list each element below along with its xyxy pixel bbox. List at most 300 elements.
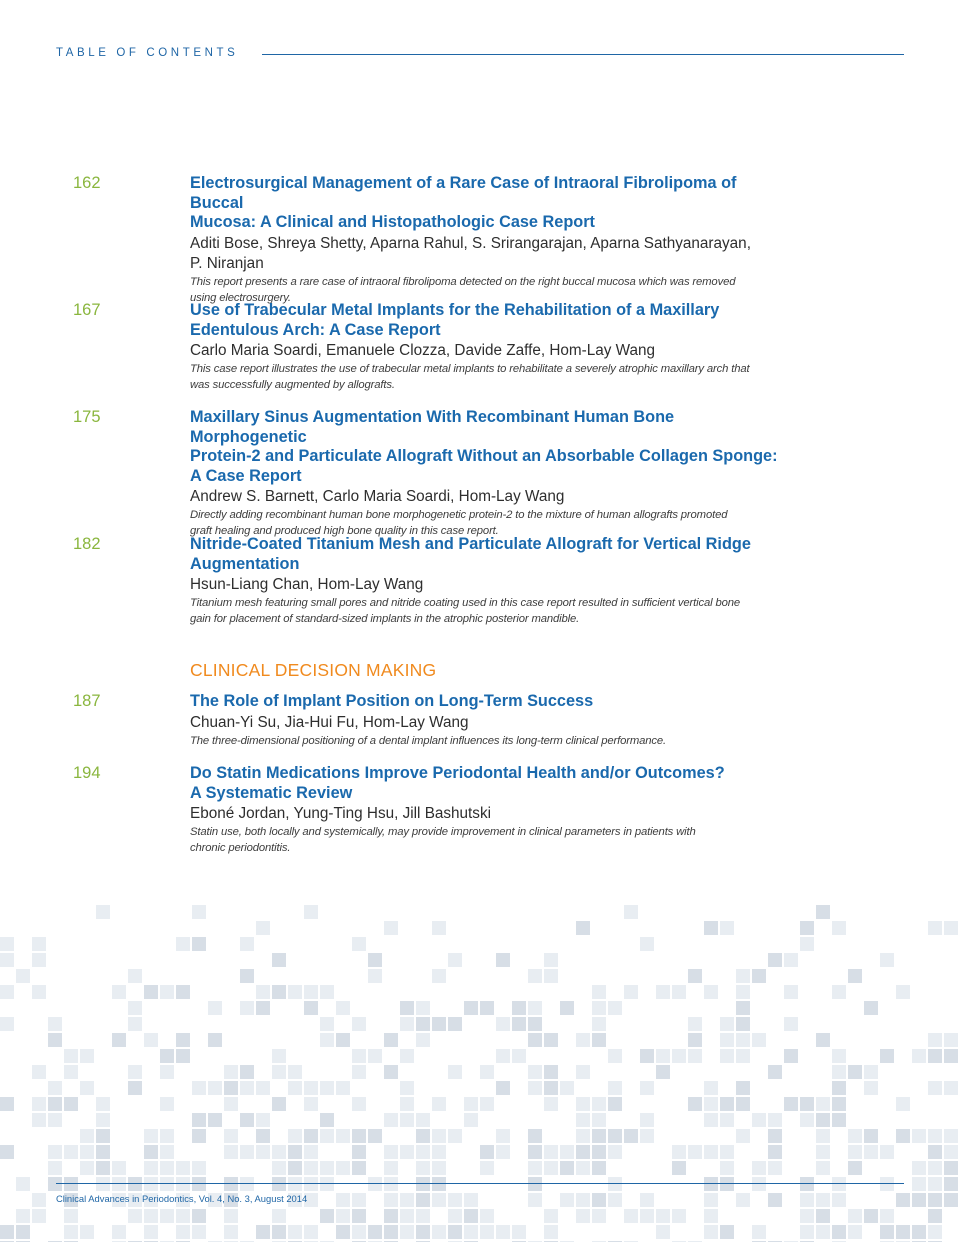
mosaic-tile <box>880 1049 894 1063</box>
mosaic-tile <box>96 1113 110 1127</box>
mosaic-tile <box>432 1193 446 1207</box>
mosaic-tile <box>736 1081 750 1095</box>
mosaic-tile <box>864 1001 878 1015</box>
mosaic-tile <box>640 937 654 951</box>
mosaic-tile <box>608 1097 622 1111</box>
mosaic-tile <box>144 985 158 999</box>
mosaic-tile <box>496 1081 510 1095</box>
mosaic-tile <box>384 1161 398 1175</box>
authors-line: Chuan-Yi Su, Jia-Hui Fu, Hom-Lay Wang <box>190 713 469 731</box>
mosaic-tile <box>448 1225 462 1239</box>
mosaic-tile <box>688 969 702 983</box>
article-title-line: Edentulous Arch: A Case Report <box>190 320 441 339</box>
mosaic-tile <box>832 1225 846 1239</box>
mosaic-tile <box>240 1145 254 1159</box>
summary-line: graft healing and produced high bone quality in this case report. <box>190 525 499 537</box>
mosaic-tile <box>656 1049 670 1063</box>
mosaic-tile <box>752 1161 766 1175</box>
mosaic-tile <box>576 921 590 935</box>
mosaic-tile <box>928 1177 942 1191</box>
mosaic-tile <box>64 1097 78 1111</box>
mosaic-tile <box>336 1033 350 1047</box>
mosaic-tile <box>624 905 638 919</box>
summary-line: chronic periodontitis. <box>190 842 291 854</box>
mosaic-tile <box>672 1049 686 1063</box>
mosaic-tile <box>48 1177 62 1191</box>
mosaic-tile <box>240 937 254 951</box>
mosaic-tile <box>416 1145 430 1159</box>
article-title-line: Nitride-Coated Titanium Mesh and Particulate Allograft for Vertical Ridge <box>190 535 751 553</box>
mosaic-tile <box>496 1225 510 1239</box>
authors-line: Hsun-Liang Chan, Hom-Lay Wang <box>190 576 424 593</box>
mosaic-tile <box>624 985 638 999</box>
mosaic-tile <box>336 1001 350 1015</box>
summary-line: Titanium mesh featuring small pores and nitride coating used in this case report resulted in sufficient vertical bone <box>190 597 740 609</box>
mosaic-tile <box>384 1209 398 1223</box>
mosaic-tile <box>480 1145 494 1159</box>
mosaic-tile <box>864 1081 878 1095</box>
mosaic-tile <box>368 1049 382 1063</box>
mosaic-tile <box>64 1145 78 1159</box>
mosaic-tile <box>944 1145 958 1159</box>
mosaic-tile <box>288 1225 302 1239</box>
mosaic-tile <box>352 1193 366 1207</box>
article-summary <box>190 733 790 749</box>
mosaic-tile <box>816 1097 830 1111</box>
mosaic-tile <box>304 905 318 919</box>
mosaic-tile <box>720 1033 734 1047</box>
mosaic-tile <box>432 1017 446 1031</box>
mosaic-tile <box>112 985 126 999</box>
mosaic-tile <box>96 1145 110 1159</box>
mosaic-tile <box>416 1129 430 1143</box>
mosaic-tile <box>688 1049 702 1063</box>
mosaic-tile <box>160 1177 174 1191</box>
mosaic-tile <box>464 1113 478 1127</box>
mosaic-tile <box>704 1225 718 1239</box>
mosaic-tile <box>128 1065 142 1079</box>
mosaic-tile <box>160 1145 174 1159</box>
mosaic-tile <box>608 1049 622 1063</box>
mosaic-tile <box>640 1049 654 1063</box>
mosaic-tile <box>64 1049 78 1063</box>
mosaic-tile <box>224 1065 238 1079</box>
mosaic-tile <box>192 1209 206 1223</box>
mosaic-tile <box>800 1193 814 1207</box>
mosaic-tile <box>848 1129 862 1143</box>
summary-line: This case report illustrates the use of trabecular metal implants to rehabilitate a severely atrophic maxillary arch that <box>190 363 750 375</box>
mosaic-tile <box>48 1161 62 1175</box>
mosaic-tile <box>672 1209 686 1223</box>
mosaic-tile <box>368 1225 382 1239</box>
mosaic-tile <box>32 1113 46 1127</box>
article-title[interactable] <box>190 174 790 233</box>
mosaic-tile <box>176 1225 190 1239</box>
page-number: 175 <box>73 408 101 426</box>
mosaic-tile <box>704 1209 718 1223</box>
mosaic-tile <box>928 1049 942 1063</box>
mosaic-tile <box>416 1209 430 1223</box>
mosaic-tile <box>608 1193 622 1207</box>
mosaic-tile <box>96 1097 110 1111</box>
mosaic-tile <box>32 1065 46 1079</box>
article-authors <box>190 341 790 361</box>
entry-body <box>190 408 790 539</box>
mosaic-tile <box>16 1209 30 1223</box>
mosaic-tile <box>208 1081 222 1095</box>
mosaic-tile <box>752 1113 766 1127</box>
mosaic-tile <box>160 1049 174 1063</box>
mosaic-tile <box>304 1177 318 1191</box>
mosaic-tile <box>16 1177 30 1191</box>
mosaic-tile <box>272 953 286 967</box>
mosaic-tile <box>576 1113 590 1127</box>
mosaic-tile <box>464 1225 478 1239</box>
article-title-line: A Systematic Review <box>190 783 353 802</box>
mosaic-tile <box>304 985 318 999</box>
mosaic-tile <box>384 1225 398 1239</box>
mosaic-tile <box>880 1209 894 1223</box>
mosaic-tile <box>608 1001 622 1015</box>
mosaic-tile <box>448 1065 462 1079</box>
mosaic-tile <box>800 1113 814 1127</box>
mosaic-tile <box>576 1145 590 1159</box>
mosaic-tile <box>160 985 174 999</box>
mosaic-tile <box>864 1209 878 1223</box>
article-title[interactable] <box>190 301 790 340</box>
mosaic-tile <box>256 1225 270 1239</box>
header-rule <box>262 54 904 55</box>
mosaic-tile <box>592 1161 606 1175</box>
mosaic-tile <box>224 1225 238 1239</box>
article-authors <box>190 713 790 733</box>
article-title[interactable] <box>190 535 790 574</box>
mosaic-tile <box>320 1017 334 1031</box>
authors-line: Eboné Jordan, Yung-Ting Hsu, Jill Bashutski <box>190 805 492 822</box>
mosaic-tile <box>688 1145 702 1159</box>
mosaic-tile <box>128 969 142 983</box>
article-title-line: Augmentation <box>190 554 300 573</box>
mosaic-tile <box>800 937 814 951</box>
mosaic-tile <box>448 1017 462 1031</box>
mosaic-tile <box>240 1113 254 1127</box>
article-title-line: Mucosa: A Clinical and Histopathologic Case Report <box>190 213 595 231</box>
mosaic-tile <box>816 1113 830 1127</box>
mosaic-tile <box>320 1033 334 1047</box>
mosaic-tile <box>304 1225 318 1239</box>
mosaic-tile <box>688 1097 702 1111</box>
mosaic-tile <box>192 1113 206 1127</box>
mosaic-tile <box>304 1081 318 1095</box>
mosaic-tile <box>208 1113 222 1127</box>
page-number: 167 <box>73 301 101 319</box>
article-authors <box>190 804 790 824</box>
mosaic-tile <box>560 1145 574 1159</box>
mosaic-tile <box>0 1097 14 1111</box>
mosaic-tile <box>0 985 14 999</box>
mosaic-tile <box>256 985 270 999</box>
mosaic-tile <box>848 1145 862 1159</box>
mosaic-tile <box>624 1209 638 1223</box>
mosaic-tile <box>128 1081 142 1095</box>
mosaic-tile <box>944 921 958 935</box>
mosaic-tile <box>528 1129 542 1143</box>
mosaic-tile <box>144 1161 158 1175</box>
mosaic-tile <box>16 969 30 983</box>
mosaic-tile <box>544 1033 558 1047</box>
mosaic-tile <box>368 1177 382 1191</box>
mosaic-tile <box>192 1177 206 1191</box>
mosaic-tile <box>272 1065 286 1079</box>
mosaic-tile <box>144 1129 158 1143</box>
mosaic-tile <box>0 1145 14 1159</box>
mosaic-tile <box>272 1049 286 1063</box>
mosaic-tile <box>304 1145 318 1159</box>
mosaic-tile <box>832 1113 846 1127</box>
mosaic-tile <box>928 921 942 935</box>
mosaic-tile <box>208 1033 222 1047</box>
mosaic-tile <box>272 1097 286 1111</box>
mosaic-tile <box>736 1017 750 1031</box>
mosaic-tile <box>736 1049 750 1063</box>
mosaic-tile <box>800 1225 814 1239</box>
mosaic-tile <box>352 1129 366 1143</box>
mosaic-tile <box>48 1081 62 1095</box>
mosaic-tile <box>672 985 686 999</box>
mosaic-tile <box>864 1129 878 1143</box>
mosaic-tile <box>80 1049 94 1063</box>
mosaic-tile <box>896 1225 910 1239</box>
mosaic-tile <box>496 1017 510 1031</box>
mosaic-tile <box>432 1161 446 1175</box>
mosaic-tile <box>592 1017 606 1031</box>
mosaic-tile <box>528 969 542 983</box>
mosaic-tile <box>928 1209 942 1223</box>
article-title-line: Use of Trabecular Metal Implants for the Rehabilitation of a Maxillary <box>190 301 720 319</box>
mosaic-tile <box>352 937 366 951</box>
mosaic-tile <box>720 1161 734 1175</box>
mosaic-tile <box>384 921 398 935</box>
article-title-line: A Case Report <box>190 466 302 485</box>
mosaic-tile <box>704 921 718 935</box>
mosaic-tile <box>784 985 798 999</box>
mosaic-tile <box>224 1209 238 1223</box>
mosaic-tile <box>608 1081 622 1095</box>
mosaic-tile <box>944 1193 958 1207</box>
summary-line: gain for placement of standard-sized implants in the atrophic posterior mandible. <box>190 613 580 625</box>
mosaic-tile <box>832 1081 846 1095</box>
mosaic-tile <box>240 1065 254 1079</box>
mosaic-tile <box>688 1033 702 1047</box>
article-title-line: Protein-2 and Particulate Allograft Without an Absorbable Collagen Sponge: <box>190 447 778 465</box>
mosaic-tile <box>128 1017 142 1031</box>
mosaic-tile <box>64 1225 78 1239</box>
mosaic-tile <box>96 905 110 919</box>
article-title-line: Maxillary Sinus Augmentation With Recombinant Human Bone Morphogenetic <box>190 408 675 446</box>
mosaic-tile <box>336 1225 350 1239</box>
article-title[interactable] <box>190 764 790 803</box>
mosaic-tile <box>944 1049 958 1063</box>
mosaic-tile <box>912 1049 926 1063</box>
mosaic-tile <box>496 1129 510 1143</box>
mosaic-tile <box>368 1129 382 1143</box>
mosaic-tile <box>192 937 206 951</box>
mosaic-tile <box>144 1209 158 1223</box>
mosaic-tile <box>160 1097 174 1111</box>
mosaic-tile <box>832 1065 846 1079</box>
mosaic-tile <box>400 1081 414 1095</box>
mosaic-tile <box>592 985 606 999</box>
mosaic-tile <box>352 1017 366 1031</box>
mosaic-tile <box>512 1225 526 1239</box>
mosaic-tile <box>800 1097 814 1111</box>
mosaic-tile <box>512 1049 526 1063</box>
article-summary <box>190 361 790 393</box>
mosaic-tile <box>80 1145 94 1159</box>
mosaic-tile <box>368 953 382 967</box>
mosaic-tile <box>272 1177 286 1191</box>
mosaic-tile <box>48 1017 62 1031</box>
mosaic-tile <box>704 1145 718 1159</box>
mosaic-tile <box>192 1081 206 1095</box>
mosaic-tile <box>800 921 814 935</box>
mosaic-tile <box>704 1193 718 1207</box>
mosaic-tile <box>288 1081 302 1095</box>
mosaic-tile <box>288 1145 302 1159</box>
mosaic-tile <box>656 1209 670 1223</box>
mosaic-tile <box>288 1065 302 1079</box>
mosaic-tile <box>496 1145 510 1159</box>
article-title-line: The Role of Implant Position on Long-Term Success <box>190 692 594 710</box>
mosaic-tile <box>272 1161 286 1175</box>
mosaic-tile <box>352 1161 366 1175</box>
mosaic-tile <box>144 1177 158 1191</box>
mosaic-tile <box>880 1177 894 1191</box>
mosaic-tile <box>112 1225 126 1239</box>
mosaic-tile <box>48 1145 62 1159</box>
mosaic-tile <box>528 1193 542 1207</box>
mosaic-tile <box>144 1145 158 1159</box>
mosaic-tile <box>416 1033 430 1047</box>
summary-line: The three-dimensional positioning of a dental implant influences its long-term clinical performance. <box>190 734 667 747</box>
mosaic-tile <box>944 1161 958 1175</box>
mosaic-tile <box>624 1129 638 1143</box>
mosaic-tile <box>448 1129 462 1143</box>
mosaic-tile <box>528 1065 542 1079</box>
mosaic-tile <box>528 1081 542 1095</box>
mosaic-tile <box>352 1097 366 1111</box>
mosaic-tile <box>400 1225 414 1239</box>
mosaic-tile <box>544 969 558 983</box>
mosaic-tile <box>416 1225 430 1239</box>
mosaic-tile <box>400 1001 414 1015</box>
mosaic-tile <box>48 1113 62 1127</box>
mosaic-tile <box>720 1017 734 1031</box>
mosaic-tile <box>944 1033 958 1047</box>
mosaic-tile <box>320 1081 334 1095</box>
mosaic-tile <box>464 1001 478 1015</box>
mosaic-tile <box>416 1001 430 1015</box>
article-title-line: Electrosurgical Management of a Rare Case of Intraoral Fibrolipoma of Buccal <box>190 174 737 212</box>
mosaic-tile <box>224 1145 238 1159</box>
mosaic-tile <box>256 1081 270 1095</box>
summary-line: Statin use, both locally and systemically, may provide improvement in clinical parameters in patients with <box>190 826 696 838</box>
mosaic-tile <box>656 985 670 999</box>
mosaic-tile <box>80 1161 94 1175</box>
summary-line: This report presents a rare case of intraoral fibrolipoma detected on the right buccal mucosa which was removed <box>190 275 736 288</box>
authors-line: Carlo Maria Soardi, Emanuele Clozza, Davide Zaffe, Hom-Lay Wang <box>190 342 656 359</box>
mosaic-tile <box>864 1065 878 1079</box>
mosaic-tile <box>512 1017 526 1031</box>
mosaic-tile <box>576 1161 590 1175</box>
mosaic-tile <box>768 1129 782 1143</box>
mosaic-tile <box>112 1033 126 1047</box>
mosaic-tile <box>592 1145 606 1159</box>
mosaic-tile <box>464 1209 478 1223</box>
mosaic-tile <box>336 1209 350 1223</box>
summary-line: using electrosurgery. <box>190 291 291 304</box>
mosaic-tile <box>704 1113 718 1127</box>
mosaic-tile <box>480 1225 494 1239</box>
mosaic-tile <box>400 1145 414 1159</box>
mosaic-tile <box>96 1161 110 1175</box>
mosaic-tile <box>784 1017 798 1031</box>
mosaic-tile <box>336 1193 350 1207</box>
mosaic-tile <box>352 1065 366 1079</box>
mosaic-tile <box>384 1033 398 1047</box>
mosaic-tile <box>64 1209 78 1223</box>
mosaic-tile <box>800 1209 814 1223</box>
mosaic-tile <box>816 1161 830 1175</box>
mosaic-tile <box>320 1113 334 1127</box>
article-title[interactable] <box>190 692 790 712</box>
mosaic-tile <box>912 1161 926 1175</box>
mosaic-tile <box>544 1145 558 1159</box>
mosaic-tile <box>752 1033 766 1047</box>
mosaic-tile <box>880 1225 894 1239</box>
mosaic-tile <box>48 1033 62 1047</box>
mosaic-tile <box>576 1209 590 1223</box>
article-title[interactable] <box>190 408 790 486</box>
mosaic-tile <box>576 1033 590 1047</box>
mosaic-tile <box>832 1049 846 1063</box>
mosaic-tile <box>608 1145 622 1159</box>
mosaic-tile <box>176 1161 190 1175</box>
mosaic-tile <box>240 969 254 983</box>
mosaic-tile <box>816 1209 830 1223</box>
mosaic-tile <box>928 1225 942 1239</box>
mosaic-tile <box>560 1193 574 1207</box>
mosaic-tile <box>896 985 910 999</box>
mosaic-tile <box>480 1001 494 1015</box>
mosaic-tile <box>528 1145 542 1159</box>
mosaic-tile <box>640 1081 654 1095</box>
mosaic-tile <box>816 1193 830 1207</box>
mosaic-tile <box>848 1161 862 1175</box>
mosaic-tile <box>640 1209 654 1223</box>
mosaic-tile <box>768 1145 782 1159</box>
mosaic-tile <box>272 1225 286 1239</box>
article-summary <box>190 824 790 856</box>
mosaic-tile <box>160 1129 174 1143</box>
mosaic-tile <box>560 1001 574 1015</box>
mosaic-tile <box>656 1065 670 1079</box>
mosaic-tile <box>352 1209 366 1223</box>
mosaic-tile <box>512 1001 526 1015</box>
mosaic-tile <box>768 1113 782 1127</box>
decorative-mosaic-pattern <box>0 905 960 1242</box>
mosaic-tile <box>16 1225 30 1239</box>
